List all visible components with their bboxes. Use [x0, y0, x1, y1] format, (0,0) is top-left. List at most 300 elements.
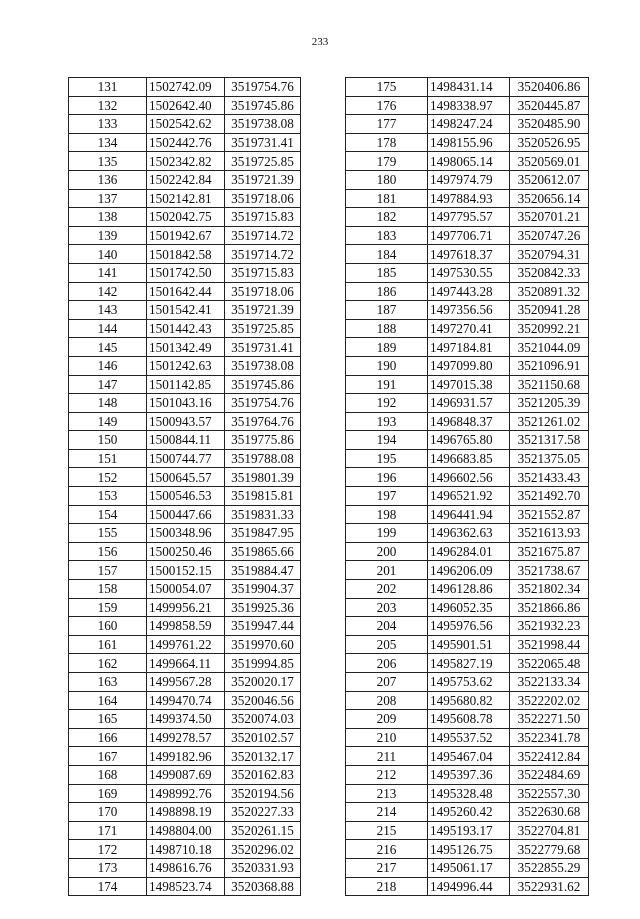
y-coordinate-cell: 3519715.83 [225, 263, 301, 282]
x-coordinate-cell: 1495328.48 [428, 784, 510, 803]
y-coordinate-cell: 3520941.28 [510, 301, 589, 320]
point-number-cell: 168 [69, 765, 147, 784]
table-row [69, 301, 301, 320]
y-coordinate-cell: 3519994.85 [225, 654, 301, 673]
y-coordinate-cell: 3520132.17 [225, 747, 301, 766]
point-number-cell: 184 [346, 245, 428, 264]
y-coordinate-cell: 3522412.84 [510, 747, 589, 766]
table-row [346, 245, 589, 264]
y-coordinate-cell: 3520747.26 [510, 226, 589, 245]
point-number-cell: 141 [69, 263, 147, 282]
point-number-cell: 146 [69, 356, 147, 375]
table-row [346, 431, 589, 450]
point-number-cell: 147 [69, 375, 147, 394]
x-coordinate-cell: 1502142.81 [147, 189, 225, 208]
table-row [69, 170, 301, 189]
y-coordinate-cell: 3521998.44 [510, 635, 589, 654]
x-coordinate-cell: 1500250.46 [147, 542, 225, 561]
table-row [69, 412, 301, 431]
y-coordinate-cell: 3519745.86 [225, 375, 301, 394]
table-row [346, 877, 589, 896]
table-row [346, 673, 589, 692]
table-row [69, 840, 301, 859]
point-number-cell: 159 [69, 598, 147, 617]
point-number-cell: 192 [346, 394, 428, 413]
x-coordinate-cell: 1495901.51 [428, 635, 510, 654]
x-coordinate-cell: 1501742.50 [147, 263, 225, 282]
x-coordinate-cell: 1495061.17 [428, 858, 510, 877]
table-row [346, 468, 589, 487]
y-coordinate-cell: 3520701.21 [510, 208, 589, 227]
y-coordinate-cell: 3519764.76 [225, 412, 301, 431]
y-coordinate-cell: 3519721.39 [225, 170, 301, 189]
x-coordinate-cell: 1498155.96 [428, 133, 510, 152]
y-coordinate-cell: 3519738.08 [225, 115, 301, 134]
x-coordinate-cell: 1501043.16 [147, 394, 225, 413]
table-row [346, 728, 589, 747]
x-coordinate-cell: 1499567.28 [147, 673, 225, 692]
x-coordinate-cell: 1497099.80 [428, 356, 510, 375]
point-number-cell: 203 [346, 598, 428, 617]
x-coordinate-cell: 1501842.58 [147, 245, 225, 264]
table-row [346, 449, 589, 468]
table-row [346, 765, 589, 784]
x-coordinate-cell: 1497795.57 [428, 208, 510, 227]
table-row [346, 784, 589, 803]
y-coordinate-cell: 3519725.85 [225, 152, 301, 171]
x-coordinate-cell: 1497356.56 [428, 301, 510, 320]
y-coordinate-cell: 3520656.14 [510, 189, 589, 208]
y-coordinate-cell: 3522557.30 [510, 784, 589, 803]
x-coordinate-cell: 1496128.86 [428, 580, 510, 599]
y-coordinate-cell: 3519947.44 [225, 617, 301, 636]
x-coordinate-cell: 1495680.82 [428, 691, 510, 710]
x-coordinate-cell: 1499374.50 [147, 710, 225, 729]
y-coordinate-cell: 3522202.02 [510, 691, 589, 710]
y-coordinate-cell: 3519884.47 [225, 561, 301, 580]
point-number-cell: 185 [346, 263, 428, 282]
table-row [346, 821, 589, 840]
x-coordinate-cell: 1497270.41 [428, 319, 510, 338]
y-coordinate-cell: 3522704.81 [510, 821, 589, 840]
table-row [346, 840, 589, 859]
x-coordinate-cell: 1499858.59 [147, 617, 225, 636]
x-coordinate-cell: 1495827.19 [428, 654, 510, 673]
table-row [69, 96, 301, 115]
table-row [69, 468, 301, 487]
y-coordinate-cell: 3522931.62 [510, 877, 589, 896]
y-coordinate-cell: 3520526.95 [510, 133, 589, 152]
x-coordinate-cell: 1497706.71 [428, 226, 510, 245]
point-number-cell: 208 [346, 691, 428, 710]
y-coordinate-cell: 3519815.81 [225, 487, 301, 506]
point-number-cell: 191 [346, 375, 428, 394]
y-coordinate-cell: 3519865.66 [225, 542, 301, 561]
y-coordinate-cell: 3521675.87 [510, 542, 589, 561]
table-row [346, 710, 589, 729]
x-coordinate-cell: 1500943.57 [147, 412, 225, 431]
point-number-cell: 133 [69, 115, 147, 134]
table-row [346, 189, 589, 208]
x-coordinate-cell: 1499087.69 [147, 765, 225, 784]
table-row [69, 635, 301, 654]
point-number-cell: 167 [69, 747, 147, 766]
x-coordinate-cell: 1496441.94 [428, 505, 510, 524]
table-row [346, 338, 589, 357]
y-coordinate-cell: 3520261.15 [225, 821, 301, 840]
x-coordinate-cell: 1496848.37 [428, 412, 510, 431]
y-coordinate-cell: 3519731.41 [225, 338, 301, 357]
x-coordinate-cell: 1502342.82 [147, 152, 225, 171]
y-coordinate-cell: 3519715.83 [225, 208, 301, 227]
y-coordinate-cell: 3521802.34 [510, 580, 589, 599]
point-number-cell: 138 [69, 208, 147, 227]
point-number-cell: 154 [69, 505, 147, 524]
table-row [346, 412, 589, 431]
y-coordinate-cell: 3520891.32 [510, 282, 589, 301]
table-row [346, 580, 589, 599]
y-coordinate-cell: 3519831.33 [225, 505, 301, 524]
x-coordinate-cell: 1495753.62 [428, 673, 510, 692]
x-coordinate-cell: 1497530.55 [428, 263, 510, 282]
table-row [346, 319, 589, 338]
table-row [69, 858, 301, 877]
table-row [69, 338, 301, 357]
table-row [69, 728, 301, 747]
y-coordinate-cell: 3522630.68 [510, 803, 589, 822]
point-number-cell: 149 [69, 412, 147, 431]
y-coordinate-cell: 3519745.86 [225, 96, 301, 115]
table-row [346, 747, 589, 766]
point-number-cell: 140 [69, 245, 147, 264]
point-number-cell: 161 [69, 635, 147, 654]
y-coordinate-cell: 3520074.03 [225, 710, 301, 729]
left-table-body [69, 78, 301, 896]
x-coordinate-cell: 1497974.79 [428, 170, 510, 189]
y-coordinate-cell: 3521866.86 [510, 598, 589, 617]
y-coordinate-cell: 3522133.34 [510, 673, 589, 692]
y-coordinate-cell: 3519714.72 [225, 245, 301, 264]
point-number-cell: 151 [69, 449, 147, 468]
x-coordinate-cell: 1495537.52 [428, 728, 510, 747]
point-number-cell: 202 [346, 580, 428, 599]
y-coordinate-cell: 3519788.08 [225, 449, 301, 468]
y-coordinate-cell: 3520046.56 [225, 691, 301, 710]
y-coordinate-cell: 3520296.02 [225, 840, 301, 859]
y-coordinate-cell: 3520331.93 [225, 858, 301, 877]
y-coordinate-cell: 3519731.41 [225, 133, 301, 152]
point-number-cell: 171 [69, 821, 147, 840]
x-coordinate-cell: 1502742.09 [147, 78, 225, 97]
x-coordinate-cell: 1495260.42 [428, 803, 510, 822]
point-number-cell: 162 [69, 654, 147, 673]
table-row [69, 542, 301, 561]
point-number-cell: 142 [69, 282, 147, 301]
y-coordinate-cell: 3519970.60 [225, 635, 301, 654]
x-coordinate-cell: 1499470.74 [147, 691, 225, 710]
y-coordinate-cell: 3521044.09 [510, 338, 589, 357]
x-coordinate-cell: 1496602.56 [428, 468, 510, 487]
y-coordinate-cell: 3521205.39 [510, 394, 589, 413]
point-number-cell: 193 [346, 412, 428, 431]
x-coordinate-cell: 1498523.74 [147, 877, 225, 896]
point-number-cell: 139 [69, 226, 147, 245]
point-number-cell: 217 [346, 858, 428, 877]
y-coordinate-cell: 3521096.91 [510, 356, 589, 375]
y-coordinate-cell: 3520368.88 [225, 877, 301, 896]
point-number-cell: 136 [69, 170, 147, 189]
point-number-cell: 137 [69, 189, 147, 208]
point-number-cell: 218 [346, 877, 428, 896]
x-coordinate-cell: 1502242.84 [147, 170, 225, 189]
table-row [69, 561, 301, 580]
point-number-cell: 197 [346, 487, 428, 506]
point-number-cell: 132 [69, 96, 147, 115]
x-coordinate-cell: 1499664.11 [147, 654, 225, 673]
y-coordinate-cell: 3520794.31 [510, 245, 589, 264]
y-coordinate-cell: 3519725.85 [225, 319, 301, 338]
x-coordinate-cell: 1501542.41 [147, 301, 225, 320]
x-coordinate-cell: 1495608.78 [428, 710, 510, 729]
x-coordinate-cell: 1502042.75 [147, 208, 225, 227]
x-coordinate-cell: 1496931.57 [428, 394, 510, 413]
x-coordinate-cell: 1502642.40 [147, 96, 225, 115]
x-coordinate-cell: 1500054.07 [147, 580, 225, 599]
point-number-cell: 170 [69, 803, 147, 822]
point-number-cell: 195 [346, 449, 428, 468]
table-row [69, 375, 301, 394]
y-coordinate-cell: 3520445.87 [510, 96, 589, 115]
point-number-cell: 200 [346, 542, 428, 561]
x-coordinate-cell: 1496052.35 [428, 598, 510, 617]
table-row [69, 319, 301, 338]
x-coordinate-cell: 1501942.67 [147, 226, 225, 245]
point-number-cell: 189 [346, 338, 428, 357]
y-coordinate-cell: 3519847.95 [225, 524, 301, 543]
point-number-cell: 210 [346, 728, 428, 747]
x-coordinate-cell: 1498431.14 [428, 78, 510, 97]
table-row [346, 301, 589, 320]
point-number-cell: 215 [346, 821, 428, 840]
table-row [69, 431, 301, 450]
x-coordinate-cell: 1498804.00 [147, 821, 225, 840]
table-row [69, 152, 301, 171]
table-row [69, 356, 301, 375]
y-coordinate-cell: 3521433.43 [510, 468, 589, 487]
point-number-cell: 176 [346, 96, 428, 115]
table-row [69, 673, 301, 692]
table-row [69, 505, 301, 524]
point-number-cell: 157 [69, 561, 147, 580]
right-table-body [346, 78, 589, 896]
table-row [69, 208, 301, 227]
x-coordinate-cell: 1500546.53 [147, 487, 225, 506]
table-row [69, 263, 301, 282]
y-coordinate-cell: 3522855.29 [510, 858, 589, 877]
point-number-cell: 155 [69, 524, 147, 543]
table-row [346, 635, 589, 654]
table-row [346, 598, 589, 617]
table-row [346, 282, 589, 301]
x-coordinate-cell: 1498065.14 [428, 152, 510, 171]
table-row [69, 747, 301, 766]
point-number-cell: 183 [346, 226, 428, 245]
x-coordinate-cell: 1494996.44 [428, 877, 510, 896]
table-row [69, 821, 301, 840]
point-number-cell: 178 [346, 133, 428, 152]
table-row [346, 263, 589, 282]
table-row [69, 784, 301, 803]
table-row [69, 394, 301, 413]
x-coordinate-cell: 1498898.19 [147, 803, 225, 822]
point-number-cell: 175 [346, 78, 428, 97]
x-coordinate-cell: 1498992.76 [147, 784, 225, 803]
y-coordinate-cell: 3520194.56 [225, 784, 301, 803]
table-row [346, 356, 589, 375]
x-coordinate-cell: 1500844.11 [147, 431, 225, 450]
x-coordinate-cell: 1500447.66 [147, 505, 225, 524]
point-number-cell: 131 [69, 78, 147, 97]
point-number-cell: 188 [346, 319, 428, 338]
coordinate-table-right [345, 77, 589, 896]
y-coordinate-cell: 3520162.83 [225, 765, 301, 784]
point-number-cell: 150 [69, 431, 147, 450]
table-row [69, 487, 301, 506]
y-coordinate-cell: 3519754.76 [225, 394, 301, 413]
table-row [346, 152, 589, 171]
point-number-cell: 190 [346, 356, 428, 375]
y-coordinate-cell: 3519738.08 [225, 356, 301, 375]
point-number-cell: 186 [346, 282, 428, 301]
point-number-cell: 194 [346, 431, 428, 450]
point-number-cell: 135 [69, 152, 147, 171]
point-number-cell: 172 [69, 840, 147, 859]
point-number-cell: 216 [346, 840, 428, 859]
point-number-cell: 206 [346, 654, 428, 673]
table-row [69, 524, 301, 543]
point-number-cell: 209 [346, 710, 428, 729]
point-number-cell: 134 [69, 133, 147, 152]
point-number-cell: 158 [69, 580, 147, 599]
x-coordinate-cell: 1497443.28 [428, 282, 510, 301]
point-number-cell: 211 [346, 747, 428, 766]
table-row [69, 133, 301, 152]
point-number-cell: 156 [69, 542, 147, 561]
point-number-cell: 205 [346, 635, 428, 654]
table-row [346, 78, 589, 97]
point-number-cell: 196 [346, 468, 428, 487]
x-coordinate-cell: 1495397.36 [428, 765, 510, 784]
point-number-cell: 201 [346, 561, 428, 580]
point-number-cell: 207 [346, 673, 428, 692]
table-row [69, 710, 301, 729]
x-coordinate-cell: 1501342.49 [147, 338, 225, 357]
x-coordinate-cell: 1497618.37 [428, 245, 510, 264]
x-coordinate-cell: 1497015.38 [428, 375, 510, 394]
y-coordinate-cell: 3519801.39 [225, 468, 301, 487]
table-row [69, 765, 301, 784]
y-coordinate-cell: 3520227.33 [225, 803, 301, 822]
y-coordinate-cell: 3521932.23 [510, 617, 589, 636]
y-coordinate-cell: 3521738.67 [510, 561, 589, 580]
y-coordinate-cell: 3522271.50 [510, 710, 589, 729]
x-coordinate-cell: 1496206.09 [428, 561, 510, 580]
y-coordinate-cell: 3521552.87 [510, 505, 589, 524]
x-coordinate-cell: 1498338.97 [428, 96, 510, 115]
point-number-cell: 164 [69, 691, 147, 710]
coordinate-table-left [68, 77, 301, 896]
table-row [69, 226, 301, 245]
y-coordinate-cell: 3519925.36 [225, 598, 301, 617]
point-number-cell: 143 [69, 301, 147, 320]
table-row [69, 449, 301, 468]
table-row [69, 282, 301, 301]
x-coordinate-cell: 1495126.75 [428, 840, 510, 859]
table-row [346, 691, 589, 710]
table-row [346, 487, 589, 506]
x-coordinate-cell: 1499182.96 [147, 747, 225, 766]
table-row [346, 133, 589, 152]
y-coordinate-cell: 3521492.70 [510, 487, 589, 506]
table-row [346, 654, 589, 673]
point-number-cell: 145 [69, 338, 147, 357]
y-coordinate-cell: 3520612.07 [510, 170, 589, 189]
point-number-cell: 204 [346, 617, 428, 636]
x-coordinate-cell: 1501442.43 [147, 319, 225, 338]
y-coordinate-cell: 3522484.69 [510, 765, 589, 784]
y-coordinate-cell: 3521261.02 [510, 412, 589, 431]
point-number-cell: 187 [346, 301, 428, 320]
point-number-cell: 213 [346, 784, 428, 803]
y-coordinate-cell: 3519904.37 [225, 580, 301, 599]
table-row [69, 115, 301, 134]
table-row [346, 394, 589, 413]
table-row [346, 226, 589, 245]
table-row [69, 580, 301, 599]
x-coordinate-cell: 1495467.04 [428, 747, 510, 766]
point-number-cell: 166 [69, 728, 147, 747]
x-coordinate-cell: 1498710.18 [147, 840, 225, 859]
x-coordinate-cell: 1498616.76 [147, 858, 225, 877]
y-coordinate-cell: 3522065.48 [510, 654, 589, 673]
point-number-cell: 179 [346, 152, 428, 171]
page-number: 233 [311, 36, 329, 48]
x-coordinate-cell: 1501642.44 [147, 282, 225, 301]
table-row [346, 115, 589, 134]
point-number-cell: 173 [69, 858, 147, 877]
x-coordinate-cell: 1497184.81 [428, 338, 510, 357]
x-coordinate-cell: 1500645.57 [147, 468, 225, 487]
table-row [346, 542, 589, 561]
point-number-cell: 212 [346, 765, 428, 784]
point-number-cell: 198 [346, 505, 428, 524]
x-coordinate-cell: 1499278.57 [147, 728, 225, 747]
y-coordinate-cell: 3520020.17 [225, 673, 301, 692]
table-row [69, 654, 301, 673]
point-number-cell: 177 [346, 115, 428, 134]
table-row [346, 524, 589, 543]
point-number-cell: 214 [346, 803, 428, 822]
point-number-cell: 144 [69, 319, 147, 338]
x-coordinate-cell: 1502542.62 [147, 115, 225, 134]
y-coordinate-cell: 3520102.57 [225, 728, 301, 747]
table-row [346, 561, 589, 580]
table-row [69, 245, 301, 264]
table-row [346, 803, 589, 822]
y-coordinate-cell: 3519718.06 [225, 282, 301, 301]
point-number-cell: 153 [69, 487, 147, 506]
y-coordinate-cell: 3519714.72 [225, 226, 301, 245]
